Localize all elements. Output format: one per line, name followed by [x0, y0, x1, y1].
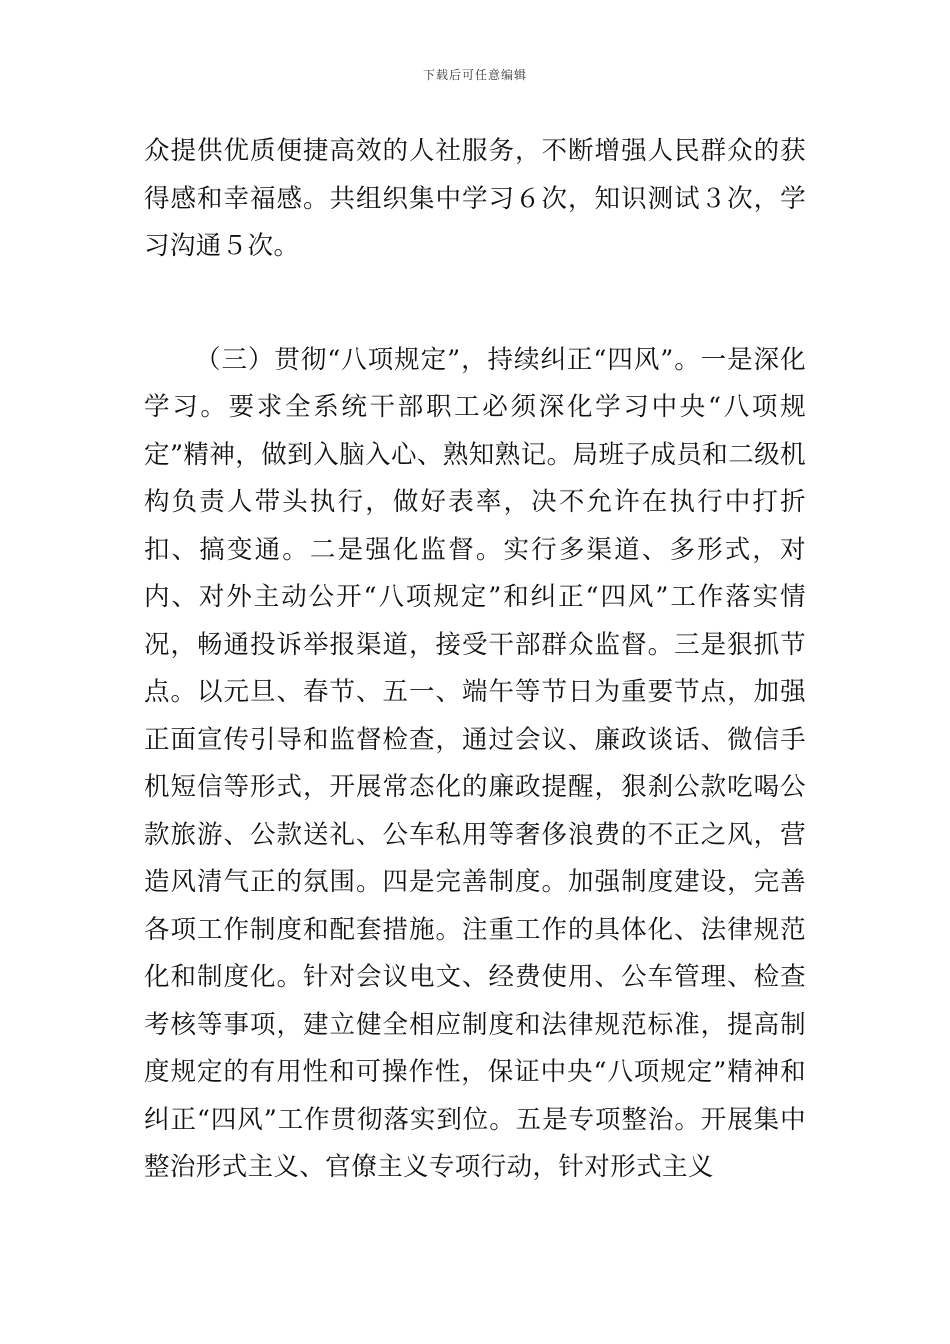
paragraph-section-three: （三）贯彻“八项规定”，持续纠正“四风”。一是深化学习。要求全系统干部职工必须深化学习中央“八项规定”精神，做到入脑入心、熟知熟记。局班子成员和二级机构负责人带头执行，做好表率，决不允许在执行中打折扣、搞变通。二是强化监督。实行多渠道、多形式，对内、对外主动公开“八项规定”和纠正“四风”工作落实情况，畅通投诉举报渠道，接受干部群众监督。三是狠抓节点。以元旦、春节、五一、端午等节日为重要节点，加强正面宣传引导和监督检查，通过会议、廉政谈话、微信手机短信等形式，开展常态化的廉政提醒，狠刹公款吃喝公款旅游、公款送礼、公车私用等奢侈浪费的不正之风，营造风清气正的氛围。四是完善制度。加强制度建设，完善各项工作制度和配套措施。注重工作的具体化、法律规范化和制度化。针对会议电文、经费使用、公车管理、检查考核等事项，建立健全相应制度和法律规范标准，提高制度规定的有用性和可操作性，保证中央“八项规定”精神和纠正“四风”工作贯彻落实到位。五是专项整治。开展集中整治形式主义、官僚主义专项行动，针对形式主义: [144, 344, 806, 1182]
paragraph-continuation: 众提供优质便捷高效的人社服务，不断增强人民群众的获得感和幸福感。共组织集中学习６次，知识测试３次，学习沟通５次。: [144, 136, 806, 261]
document-body: [144, 128, 806, 1192]
page-header: 下载后可任意编辑: [422, 68, 527, 82]
paragraph-gap: [144, 271, 806, 337]
